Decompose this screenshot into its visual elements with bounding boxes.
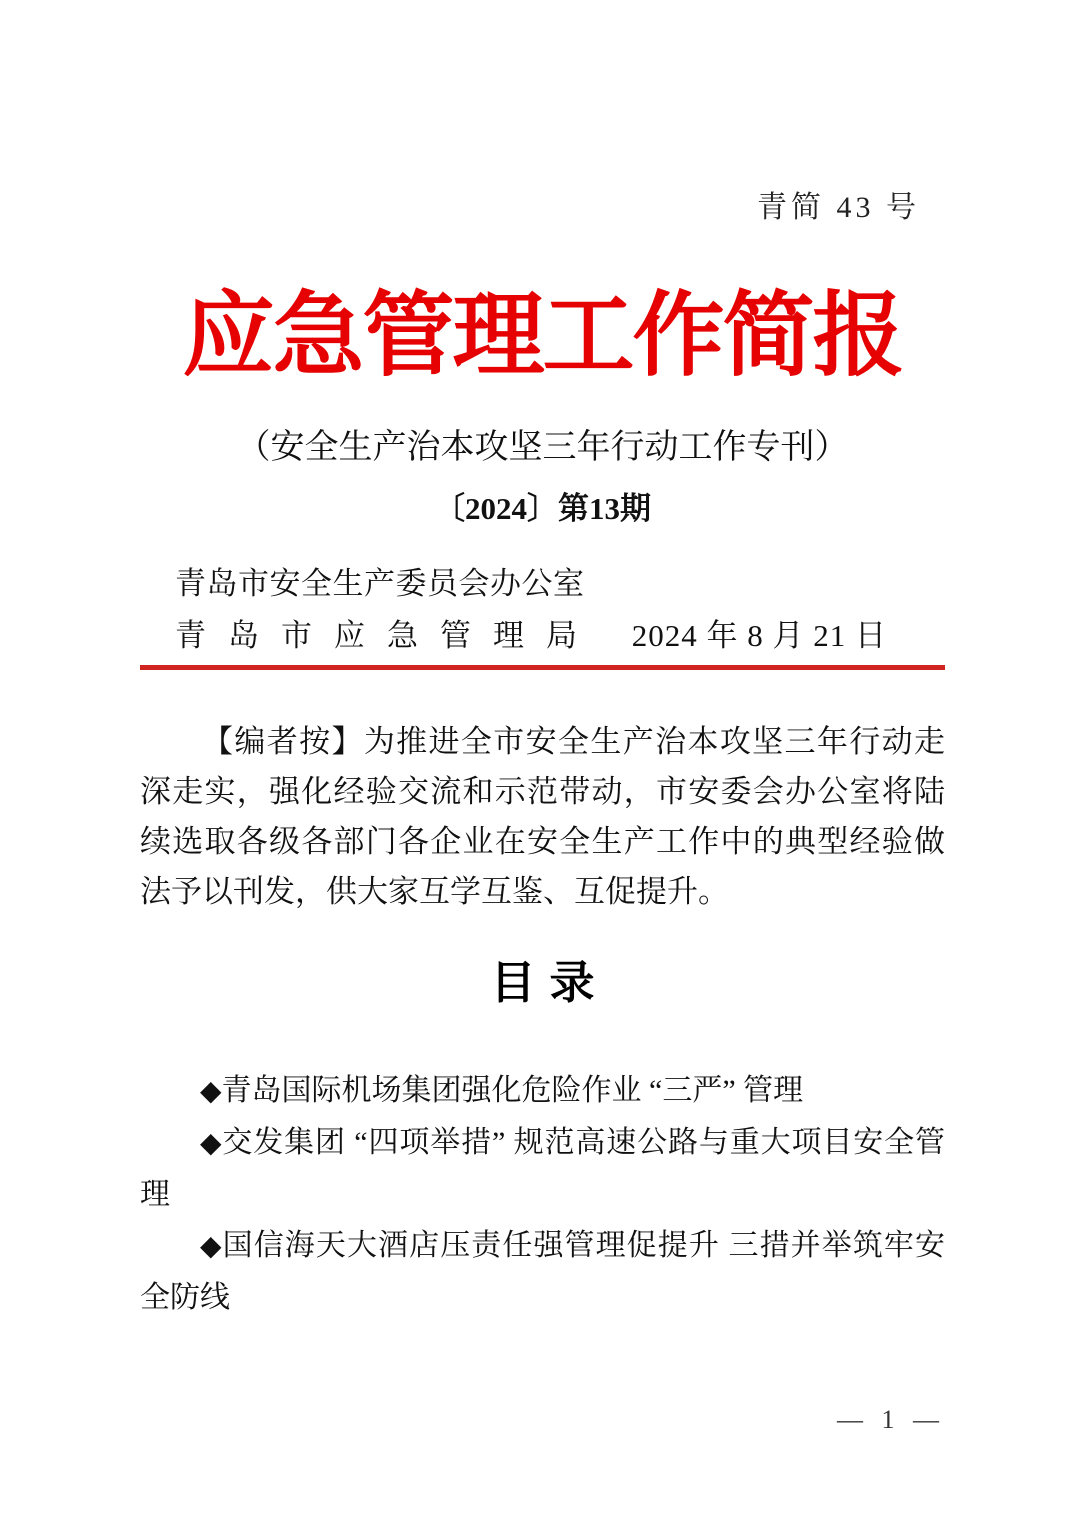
editor-note: 【编者按】为推进全市安全生产治本攻坚三年行动走深走实，强化经验交流和示范带动，市安委会办公室将陆续选取各级各部门各企业在安全生产工作中的典型经验做法予以刊发，供大家互学互鉴、互促提升。 — [140, 724, 945, 909]
toc-item-text: 国信海天大酒店压责任强管理促提升 三措并举筑牢安全防线 — [140, 1229, 945, 1314]
issuer-row — [175, 617, 945, 655]
toc-item-text: 青岛国际机场集团强化危险作业 “三严” 管理 — [221, 1074, 804, 1107]
issue-number: 〔2024〕第13期 — [434, 491, 651, 526]
toc-list — [140, 1065, 945, 1323]
page-number: — 1 — — [837, 1405, 945, 1434]
toc-title: 目录 — [490, 958, 609, 1008]
toc-item-text: 交发集团 “四项举措” 规范高速公路与重大项目安全管理 — [140, 1126, 945, 1211]
toc-item — [140, 1117, 945, 1220]
issuer-block — [140, 565, 945, 655]
diamond-bullet-icon: ◆ — [200, 1128, 223, 1159]
issue-date: 2024 年 8 月 21 日 — [631, 618, 887, 653]
masthead-title: 应急管理工作简报 — [182, 285, 903, 387]
doc-number: 青简 43 号 — [757, 191, 920, 224]
diamond-bullet-icon: ◆ — [200, 1076, 222, 1107]
diamond-bullet-icon: ◆ — [200, 1231, 223, 1262]
issuer-office: 青岛市安全生产委员会办公室 — [175, 566, 585, 601]
issuer-bureau: 青岛市应急管理局 — [175, 618, 577, 653]
toc-item — [140, 1220, 945, 1323]
masthead-subtitle: （安全生产治本攻坚三年行动工作专刊） — [236, 429, 849, 466]
red-divider — [140, 665, 945, 670]
toc-item — [140, 1065, 945, 1117]
